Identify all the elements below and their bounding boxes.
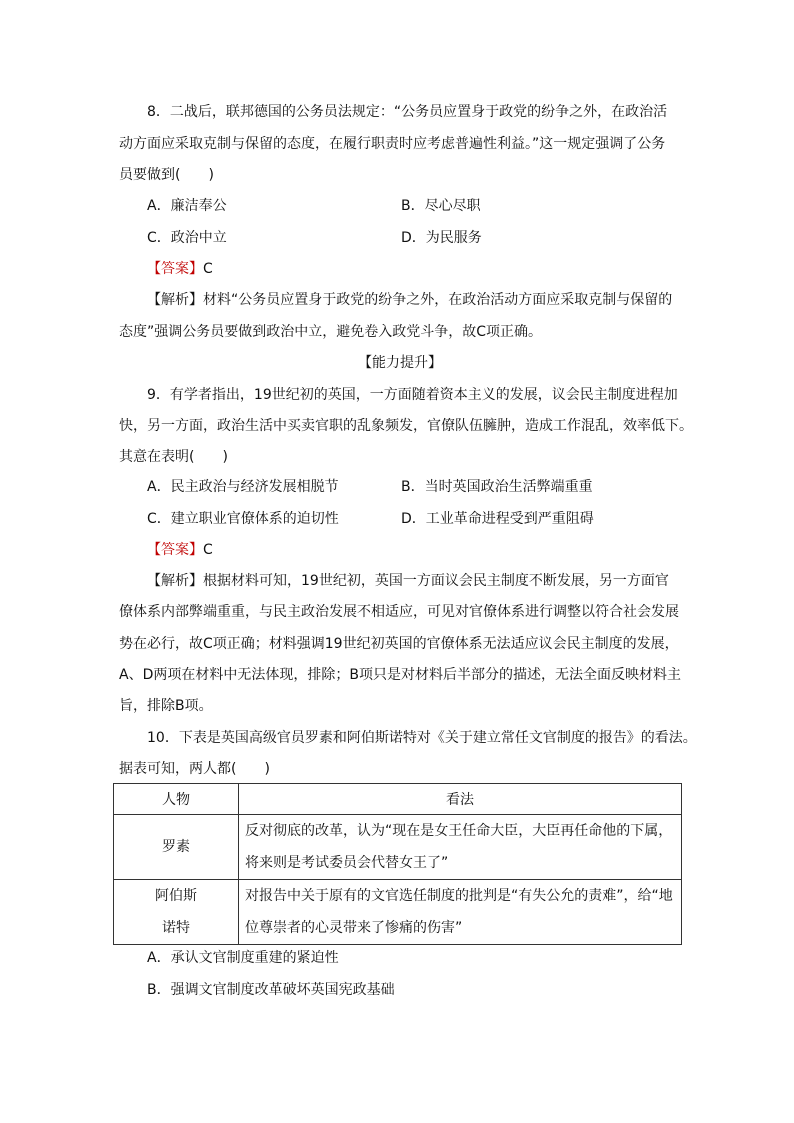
table-row (114, 815, 682, 880)
q9-option-d: D．工业革命进程受到严重阻碍 (401, 511, 594, 527)
person-line: 诺特 (162, 920, 190, 936)
q9-analysis-line4: A、D两项在材料中无法体现，排除；B项只是对材料后半部分的描述，无法全面反映材料主 (119, 667, 681, 683)
table-cell-person: 罗素 (114, 815, 239, 880)
view-line: 反对彻底的改革，认为“现在是女王任命大臣，大臣再任命他的下属， (245, 823, 673, 839)
q9-stem-line1: 9．有学者指出，19世纪初的英国，一方面随着资本主义的发展，议会民主制度进程加 (147, 387, 678, 403)
answer-label: 【答案】 (147, 261, 203, 277)
section-title: 【能力提升】 (358, 355, 442, 371)
person-line: 阿伯斯 (155, 888, 197, 904)
q8-stem-line1: 8．二战后，联邦德国的公务员法规定：“公务员应置身于政党的纷争之外，在政治活 (147, 104, 668, 120)
q9-analysis-line1 (147, 571, 669, 591)
q10-table (113, 783, 682, 945)
table-header-person: 人物 (114, 784, 239, 815)
q8-option-c: C．政治中立 (147, 230, 227, 246)
q8-option-a: A．廉洁奉公 (147, 198, 227, 214)
table-row (114, 880, 682, 945)
table-cell-view (239, 815, 682, 880)
q10-option-a: A．承认文官制度重建的紧迫性 (147, 950, 339, 966)
answer-value: C (203, 542, 213, 558)
view-line: 位尊崇者的心灵带来了惨痛的伤害” (245, 920, 463, 936)
q10-stem-line1: 10．下表是英国高级官员罗素和阿伯斯诺特对《关于建立常任文官制度的报告》的看法。 (147, 730, 697, 746)
q8-stem-line3: 员要做到( ) (119, 167, 214, 183)
q10-option-b: B．强调文官制度改革破坏英国宪政基础 (147, 982, 395, 998)
q8-stem-line2: 动方面应采取克制与保留的态度，在履行职责时应考虑普遍性利益。”这一规定强调了公务 (119, 136, 666, 152)
answer-label: 【答案】 (147, 542, 203, 558)
q9-stem-line2: 快，另一方面，政治生活中买卖官职的乱象频发，官僚队伍臃肿，造成工作混乱，效率低下。 (119, 418, 693, 434)
analysis-label: 【解析】 (147, 573, 203, 589)
table-header-row (114, 784, 682, 815)
q9-analysis-line3: 势在必行，故C项正确；材料强调19世纪初英国的官僚体系无法适应议会民主制度的发展， (119, 636, 679, 652)
q9-option-b: B．当时英国政治生活弊端重重 (401, 479, 593, 495)
q8-analysis-line1 (147, 290, 672, 310)
q8-option-b: B．尽心尽职 (401, 198, 481, 214)
table-cell-view (239, 880, 682, 945)
table-cell-person (114, 880, 239, 945)
q9-analysis-line5: 旨，排除B项。 (119, 698, 213, 714)
q9-option-a: A．民主政治与经济发展相脱节 (147, 479, 339, 495)
q8-analysis-line2: 态度”强调公务员要做到政治中立，避免卷入政党斗争，故C项正确。 (119, 324, 543, 340)
q10-stem-line2: 据表可知，两人都( ) (119, 761, 270, 777)
q8-answer (147, 259, 213, 279)
q9-stem-line3: 其意在表明( ) (119, 449, 228, 465)
analysis-text: 根据材料可知，19世纪初，英国一方面议会民主制度不断发展，另一方面官 (203, 573, 669, 589)
q8-option-d: D．为民服务 (401, 230, 482, 246)
view-line: 将来则是考试委员会代替女王了” (245, 855, 449, 871)
q9-answer (147, 540, 213, 560)
table-header-view: 看法 (239, 784, 682, 815)
q9-analysis-line2: 僚体系内部弊端重重，与民主政治发展不相适应，可见对官僚体系进行调整以符合社会发展 (119, 604, 679, 620)
answer-value: C (203, 261, 213, 277)
analysis-label: 【解析】 (147, 292, 203, 308)
analysis-text: 材料“公务员应置身于政党的纷争之外，在政治活动方面应采取克制与保留的 (203, 292, 673, 308)
q9-option-c: C．建立职业官僚体系的迫切性 (147, 511, 339, 527)
view-line: 对报告中关于原有的文官选任制度的批判是“有失公允的责难”，给“地 (245, 888, 673, 904)
